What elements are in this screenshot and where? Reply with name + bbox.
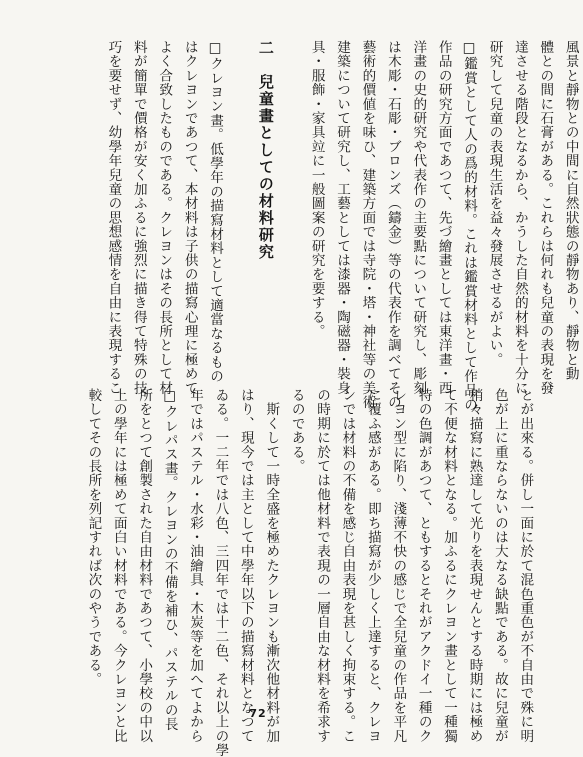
text-column: はり、現今では主として中學年以下の描寫材料となつて xyxy=(237,388,254,743)
text-column: の時期に於ては他材料で表現の一層自由な材料を希求す xyxy=(314,388,331,743)
text-column: は木彫・石彫・ブロンズ（鑄金）等の代表作を調べてその xyxy=(384,40,401,410)
text-column: 所をとつて創製された自由材料であつて、小學校の中以 xyxy=(136,388,153,743)
text-column: ゐる。一二年では八色、三四年では十二色、それ以上の學 xyxy=(212,388,229,757)
page-number: 72 xyxy=(249,707,267,720)
text-column: 體との間に石膏がある。これらは何れも兒童の表現を發 xyxy=(537,40,554,395)
text-column: に覆ふ感がある。即ち描寫が少しく上達すると、クレヨ xyxy=(364,388,381,743)
text-column: 研究して兒童の表現生活を益々發展させるがよい。 xyxy=(486,40,503,367)
text-column: 建築について研究し、工藝としては漆器・陶磁器・裝身 xyxy=(334,40,351,395)
text-column: 色が上に重ならないのは大なる缺點である。故に兒童が xyxy=(491,388,508,743)
text-column: 洋畫の史的研究や代表作の主要點について研究し、彫刻 xyxy=(410,40,427,395)
text-column: 風景と靜物との中間に自然狀態の靜物あり、靜物と動 xyxy=(562,40,579,381)
text-column: 較してその長所を列記すれば次のやうである。 xyxy=(85,388,102,687)
text-column: よく合致したものである。クレヨンはその長所として材 xyxy=(156,40,173,395)
text-column: □クレパス畫。クレヨンの不備を補ひ、パステルの長 xyxy=(161,388,178,732)
text-column: 斯くして一時全盛を極めたクレヨンも漸次他材料が加 xyxy=(263,388,280,743)
text-column: ンでは材料の不備を感じ自由表現を甚しく拘束する。こ xyxy=(339,388,356,743)
text-column: 稍々描寫に熟達して光りを表現せんとする時期には極め xyxy=(466,388,483,743)
text-column: 巧を要せず、幼學年兒童の思想感情を自由に表現するこ xyxy=(105,40,122,395)
text-column: 藝術的價値を味ひ、建築方面では寺院・塔・神社等の美術 xyxy=(359,40,376,410)
text-column: □鑑賞として人の爲的材料。これは鑑賞材料として作品の xyxy=(461,40,478,412)
text-column: 二 兒童畫としての材料研究 xyxy=(256,40,275,261)
text-column: □クレヨン畫。低學年の描寫材料として適當なるもの xyxy=(207,40,224,384)
text-column: 具・服飾・家具竝に一般圖案の研究を要する。 xyxy=(308,40,325,339)
text-column: 料が簡單で價格が安く加ふるに強烈に描き得て特殊の技 xyxy=(130,40,147,395)
text-column: 作品の研究方面であつて、先づ繪畫としては東洋畫・西 xyxy=(435,40,452,395)
text-column: るのである。 xyxy=(288,388,305,474)
text-column: レヨン型に陷り、淺薄不快の感じで全兒童の作品を平凡 xyxy=(390,388,407,743)
text-column xyxy=(227,40,252,348)
text-column: て不便な材料となる。加ふるにクレヨン畫として一種獨 xyxy=(441,388,458,743)
text-column: はクレヨンであつて、本材料は子供の描寫心理に極めて xyxy=(181,40,198,395)
text-column: 特の色調があつて、ともするとそれがアクドイ一種のク xyxy=(415,388,432,743)
text-column: 上の學年には極めて面白い材料である。今クレヨンと比 xyxy=(110,388,127,743)
text-column: とが出來る。併し一面に於て混色重色が不自由で殊に明 xyxy=(517,388,534,743)
upper-text-block xyxy=(100,40,583,412)
text-column: 年ではパステル・水彩・油繪具・木炭等を加へてよから xyxy=(187,388,204,743)
text-column: 達させる階段となるから、かうした自然的材料を十分に xyxy=(511,40,528,395)
text-column xyxy=(278,40,303,348)
